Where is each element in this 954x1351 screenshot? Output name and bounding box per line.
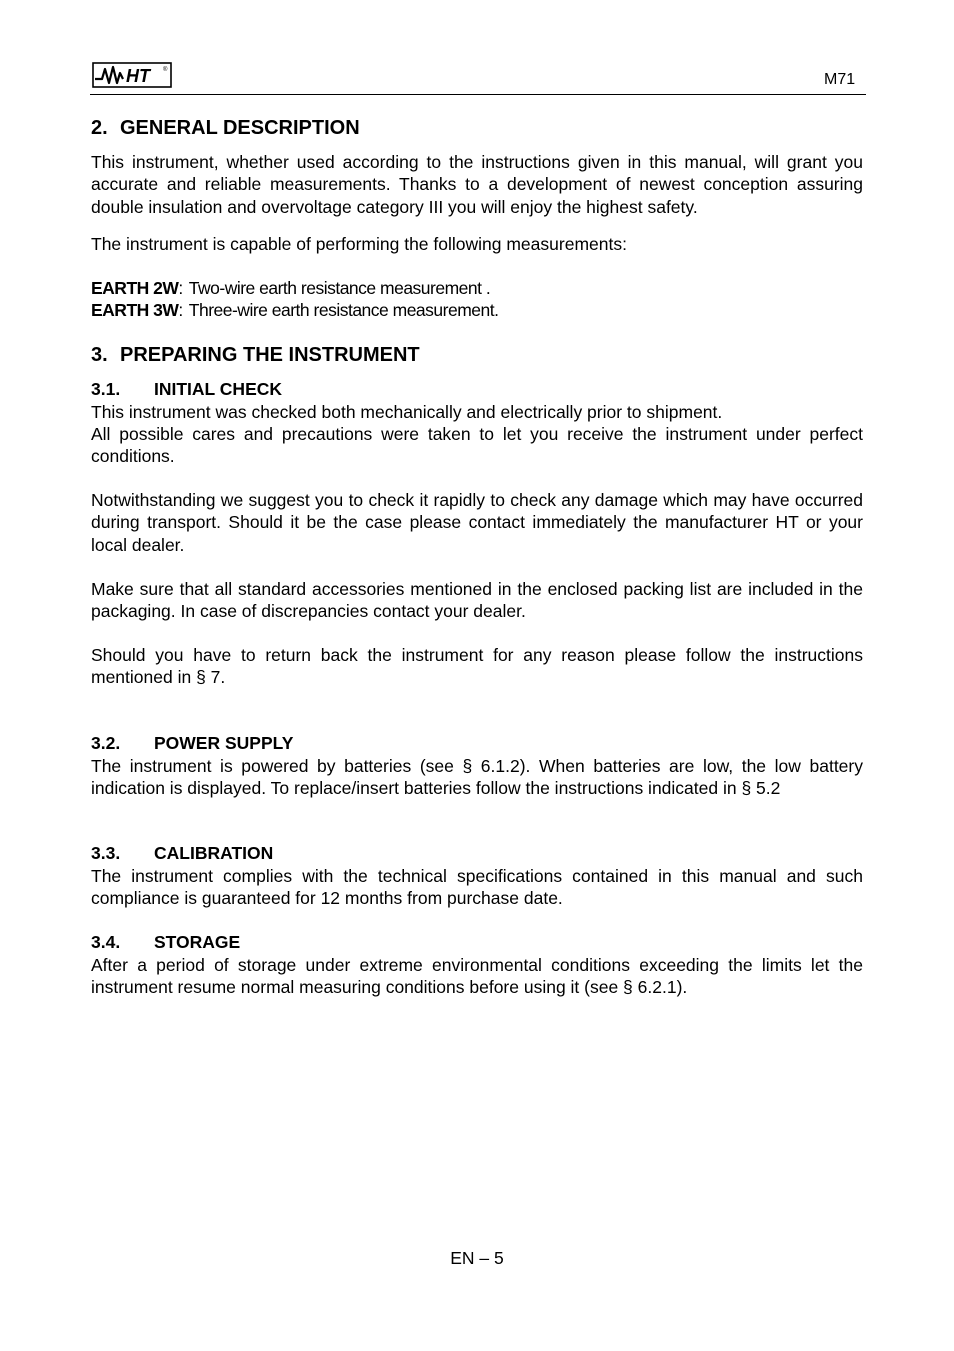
ht-logo [92,62,172,88]
measurement-item: EARTH 3W: Three-wire earth resistance measurement. [91,300,499,320]
subsection-number: 3.2. [91,733,121,753]
subsection-heading-storage [91,932,240,953]
initial-check-paragraph-4: Make sure that all standard accessories mentioned in the enclosed packing list are included in the packaging. In case of discrepancies contact your dealer. [91,579,863,622]
subsection-title: CALIBRATION [154,843,274,863]
storage-paragraph: After a period of storage under extreme environmental conditions exceeding the limits let the instrument resume normal measuring conditions before using it (see § 6.2.1). [91,955,863,998]
section-title: PREPARING THE INSTRUMENT [120,344,420,366]
subsection-title: INITIAL CHECK [154,379,283,399]
logo-text: HT [126,66,150,86]
measurement-label: EARTH 3W [91,300,179,320]
calibration-paragraph: The instrument complies with the technical specifications contained in this manual and such compliance is guaranteed for 12 months from purchase date. [91,866,863,909]
initial-check-paragraph-5: Should you have to return back the instrument for any reason please follow the instructions mentioned in § 7. [91,645,863,688]
measurement-item: EARTH 2W: Two-wire earth resistance measurement . [91,278,491,298]
section-title: GENERAL DESCRIPTION [120,117,360,139]
subsection-title: POWER SUPPLY [154,733,294,753]
general-paragraph-2: The instrument is capable of performing the following measurements: [91,234,627,254]
initial-check-paragraph-2: All possible cares and precautions were taken to let you receive the instrument under perfect conditions. [91,424,863,467]
measurement-description: Two-wire earth resistance measurement . [188,278,491,298]
header-divider [90,94,866,95]
initial-check-paragraph-1: This instrument was checked both mechanically and electrically prior to shipment. [91,402,723,422]
general-paragraph-1: This instrument, whether used according to the instructions given in this manual, will grant you accurate and reliable measurements. Thanks to a development of newest conception assuring double insulation and overvoltage category III you will enjoy the highest safety. [91,152,863,217]
measurement-label: EARTH 2W [91,278,179,298]
section-heading-preparing [91,344,420,367]
subsection-number: 3.4. [91,932,121,952]
subsection-title: STORAGE [154,932,241,952]
svg-text:®: ® [163,67,168,73]
subsection-heading-calibration [91,843,273,864]
initial-check-paragraph-3: Notwithstanding we suggest you to check it rapidly to check any damage which may have occurred during transport. Should it be the case please contact immediately the manufacturer HT or your local dealer. [91,490,863,555]
page-number: EN – 5 [450,1248,504,1268]
section-heading-general [91,117,360,140]
subsection-number: 3.3. [91,843,121,863]
subsection-number: 3.1. [91,379,121,399]
section-number: 2. [91,117,108,139]
model-label: M71 [824,71,856,88]
subsection-heading-initial-check [91,379,282,400]
section-number: 3. [91,344,108,366]
power-supply-paragraph: The instrument is powered by batteries (see § 6.1.2). When batteries are low, the low battery indication is displayed. To replace/insert batteries follow the instructions indicated in § 5.2 [91,756,863,799]
subsection-heading-power-supply [91,733,293,754]
measurement-description: Three-wire earth resistance measurement. [188,300,499,320]
